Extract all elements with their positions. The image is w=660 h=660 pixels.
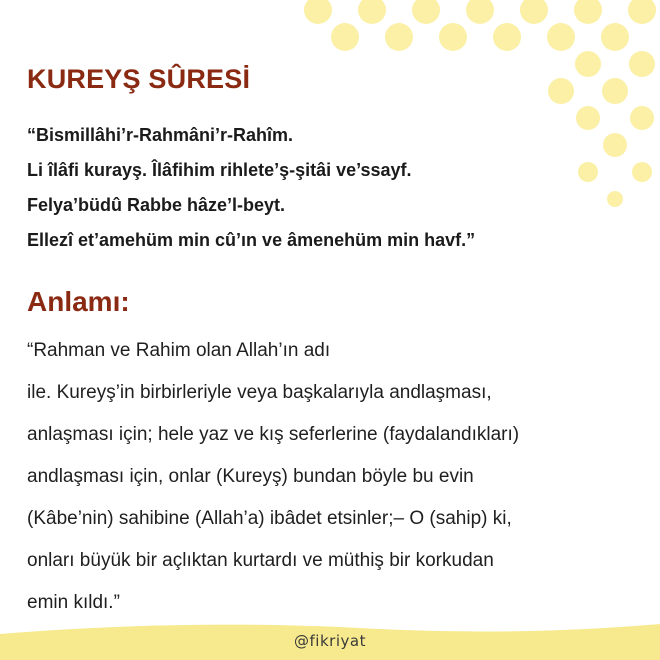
meaning-line: “Rahman ve Rahim olan Allah’ın adı [27, 340, 331, 361]
arabic-line: Ellezî et’amehüm min cû’ın ve âmenehüm min havf.” [27, 230, 476, 250]
decorative-dot [548, 78, 574, 104]
decorative-dot [520, 0, 548, 24]
decorative-dot [607, 191, 623, 207]
decorative-dot [547, 23, 575, 51]
decorative-dot [630, 106, 654, 130]
page-title: KUREYŞ SÛRESİ [27, 64, 251, 94]
decorative-dot [385, 23, 413, 51]
meaning-line: ile. Kureyş’in birbirleriyle veya başkalarıyla andlaşması, [27, 382, 492, 403]
decorative-dot [574, 0, 602, 24]
decorative-dot [304, 0, 332, 24]
decorative-dot [578, 162, 598, 182]
decorative-dot [603, 133, 627, 157]
decorative-dot [576, 106, 600, 130]
meaning-line: emin kıldı.” [27, 592, 120, 613]
arabic-line: “Bismillâhi’r-Rahmâni’r-Rahîm. [27, 125, 294, 145]
arabic-line: Li îlâfi kurayş. Îlâfihim rihlete’ş-şitâi ve’ssayf. [27, 160, 412, 180]
footer-band [0, 620, 660, 660]
decorative-dot [601, 23, 629, 51]
decorative-dot [575, 51, 601, 77]
meaning-text [27, 330, 637, 624]
meaning-line: onları büyük bir açlıktan kurtardı ve müthiş bir korkudan [27, 550, 494, 571]
meaning-heading: Anlamı: [27, 286, 130, 317]
social-handle: @fikriyat [294, 632, 366, 650]
decorative-dot [602, 78, 628, 104]
meaning-line: andlaşması için, onlar (Kureyş) bundan böyle bu evin [27, 466, 474, 487]
decorative-dot [412, 0, 440, 24]
arabic-line: Felya’büdû Rabbe hâze’l-beyt. [27, 195, 286, 215]
decorative-dot [628, 0, 656, 24]
decorative-dot [466, 0, 494, 24]
decorative-dot [493, 23, 521, 51]
decorative-dot [629, 51, 655, 77]
meaning-line: (Kâbe’nin) sahibine (Allah’a) ibâdet etsinler;– O (sahip) ki, [27, 508, 512, 529]
meaning-line: anlaşması için; hele yaz ve kış seferlerine (faydalandıkları) [27, 424, 520, 445]
decorative-dot [358, 0, 386, 24]
decorative-dot [439, 23, 467, 51]
arabic-transliteration [27, 118, 475, 258]
decorative-dot [331, 23, 359, 51]
decorative-dot [632, 162, 652, 182]
